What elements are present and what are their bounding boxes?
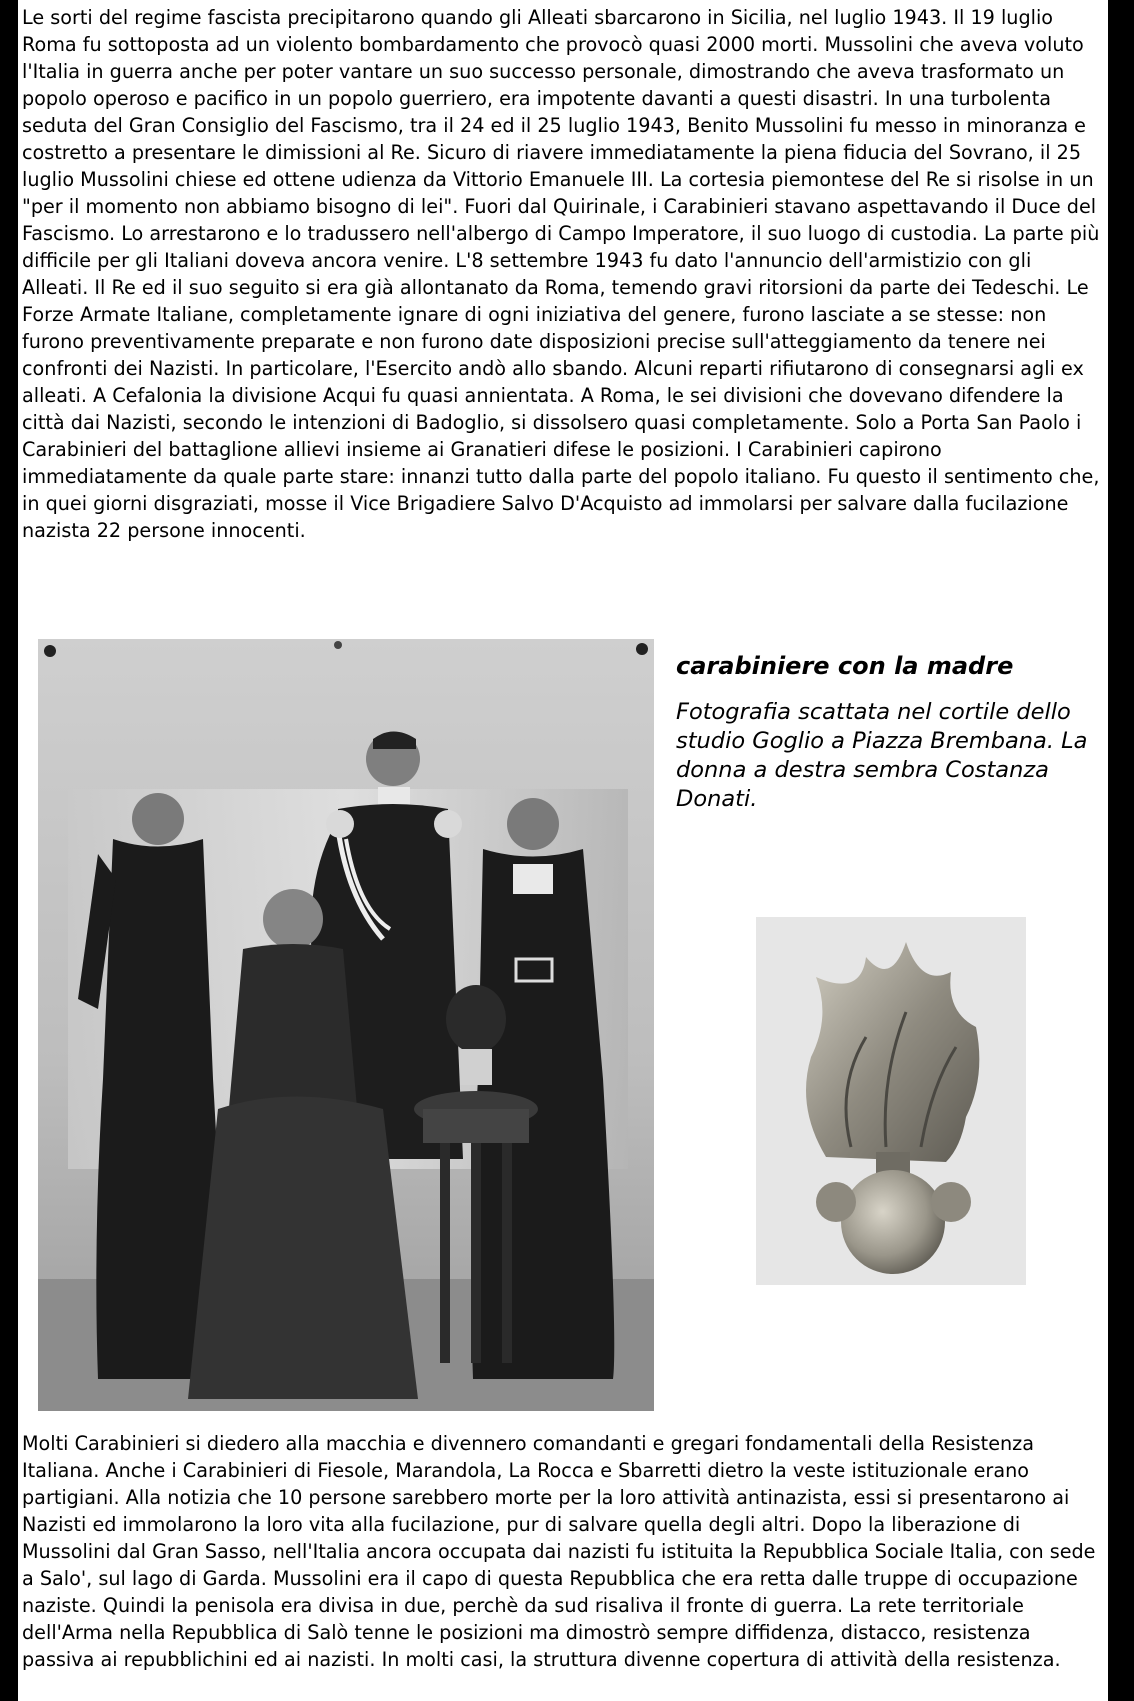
photo-caption <box>676 652 1096 814</box>
flaming-grenade-badge-photo <box>756 917 1026 1285</box>
article-paragraph-top: Le sorti del regime fascista precipitarono quando gli Alleati sbarcarono in Sicilia, nel luglio 1943. Il 19 luglio Roma fu sottoposta ad un violento bombardamento che provocò quasi 2000 morti. Mussolini che aveva voluto l'Italia in guerra anche per poter vantare un suo successo personale, dimostrando che aveva trasformato un popolo operoso e pacifico in un popolo guerriero, era impotente davanti a questi disastri. In una turbolenta seduta del Gran Consiglio del Fascismo, tra il 24 ed il 25 luglio 1943, Benito Mussolini fu messo in minoranza e costretto a presentare le dimissioni al Re. Sicuro di riavere immediatamente la piena fiducia del Sovrano, il 25 luglio Mussolini chiese ed ottene udienza da Vittorio Emanuele III. La cortesia piemontese del Re si risolse in un "per il momento non abbiamo bisogno di lei". Fuori dal Quirinale, i Carabinieri stavano aspettavando il Duce del Fascismo. Lo arrestarono e lo tradussero nell'albergo di Campo Imperatore, il suo luogo di custodia. La parte più difficile per gli Italiani doveva ancora venire. L'8 settembre 1943 fu dato l'annuncio dell'armistizio con gli Alleati. Il Re ed il suo seguito si era già allontanato da Roma, temendo gravi ritorsioni da parte dei Tedeschi. Le Forze Armate Italiane, completamente ignare di ogni iniziativa del genere, furono lasciate a se stesse: non furono preventivamente preparate e non furono date disposizioni precise sull'atteggiamento da tenere nei confronti dei Nazisti. In particolare, l'Esercito andò allo sbando. Alcuni reparti rifiutarono di consegnarsi agli ex alleati. A Cefalonia la divisione Acqui fu quasi annientata. A Roma, le sei divisioni che dovevano difendere la città dai Nazisti, secondo le intenzioni di Badoglio, si dissolsero quasi completamente. Solo a Porta San Paolo i Carabinieri del battaglione allievi insieme ai Granatieri difese le posizioni. I Carabinieri capirono immediatamente da quale parte stare: innanzi tutto dalla parte del popolo italiano. Fu questo il sentimento che, in quei giorni disgraziati, mosse il Vice Brigadiere Salvo D'Acquisto ad immolarsi per salvare dalla fucilazione nazista 22 persone innocenti. <box>22 6 1100 542</box>
article-paragraph-bottom: Molti Carabinieri si diedero alla macchia e divennero comandanti e gregari fondamentali della Resistenza Italiana. Anche i Carabinieri di Fiesole, Marandola, La Rocca e Sbarretti dietro la veste istituzionale erano partigiani. Alla notizia che 10 persone sarebbero morte per la loro attività antinazista, essi si presentarono ai Nazisti ed immolarono la loro vita alla fucilazione, pur di salvare quella degli altri. Dopo la liberazione di Mussolini dal Gran Sasso, nell'Italia ancora occupata dai nazisti fu istituita la Repubblica Sociale Italia, con sede a Salo', sul lago di Garda. Mussolini era il capo di questa Repubblica che era retta dalle truppe di occupazione naziste. Quindi la penisola era divisa in due, perchè da sud risaliva il fronte di guerra. La rete territoriale dell'Arma nella Repubblica di Salò tenne le posizioni ma dimostrò sempre diffidenza, distacco, resistenza passiva ai repubblichini ed ai nazisti. In molti casi, la struttura divenne copertura di attività della resistenza. <box>22 1432 1096 1671</box>
document-page <box>18 0 1108 1701</box>
family-photograph <box>38 639 654 1411</box>
caption-title: carabiniere con la madre <box>676 652 1014 680</box>
caption-text: Fotografia scattata nel cortile dello studio Goglio a Piazza Brembana. La donna a destra sembra Costanza Donati. <box>676 699 1088 812</box>
